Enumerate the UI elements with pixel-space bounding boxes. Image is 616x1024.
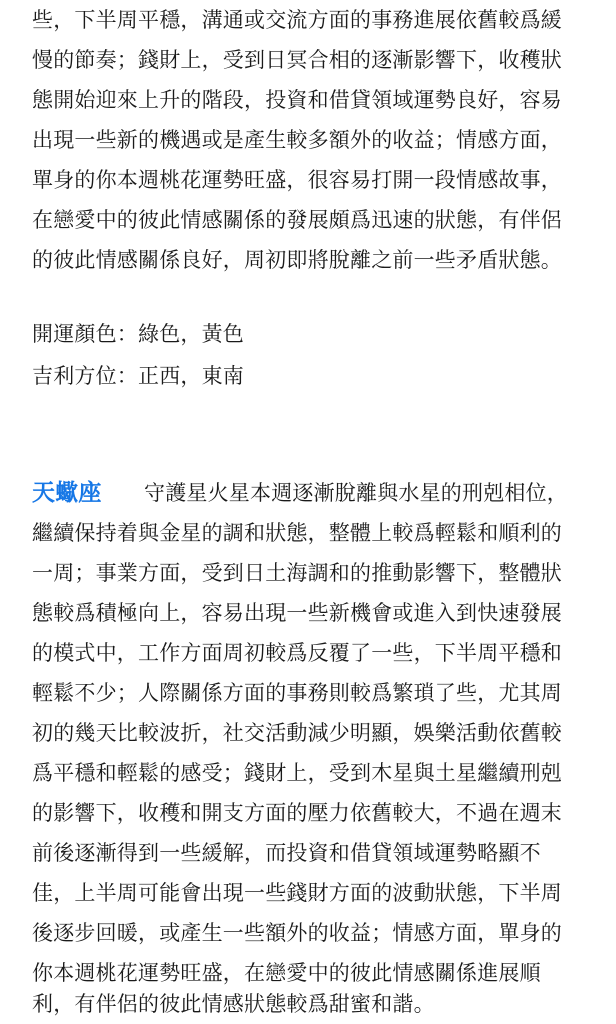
- paragraph-line: 佳，上半周可能會出現一些錢財方面的波動狀態，下半周: [32, 881, 562, 905]
- paragraph-line: 的模式中，工作方面周初較爲反覆了一些，下半周平穩和: [32, 641, 562, 665]
- paragraph-line: 輕鬆不少；人際關係方面的事務則較爲繁瑣了些，尤其周: [32, 681, 562, 705]
- paragraph-line: 單身的你本週桃花運勢旺盛，很容易打開一段情感故事，: [32, 168, 562, 192]
- paragraph-line: 態較爲積極向上，容易出現一些新機會或進入到快速發展: [32, 601, 562, 625]
- lucky-color: 開運顏色：綠色，黃色: [32, 322, 244, 346]
- paragraph-line: 利，有伴侶的彼此情感狀態較爲甜蜜和諧。: [32, 992, 435, 1016]
- sign-title-scorpio: 天蠍座: [32, 480, 102, 506]
- paragraph-line: 的影響下，收穫和開支方面的壓力依舊較大，不過在週末: [32, 801, 562, 825]
- paragraph-line: 一周；事業方面，受到日土海調和的推動影響下，整體狀: [32, 561, 562, 585]
- paragraph-line: 後逐步回暖，或產生一些額外的收益；情感方面，單身的: [32, 921, 562, 945]
- scorpio-heading-line: [32, 473, 592, 513]
- paragraph-line: 守護星火星本週逐漸脫離與水星的刑剋相位，: [144, 481, 568, 505]
- paragraph-line: 出現一些新的機遇或是產生較多額外的收益；情感方面，: [32, 128, 562, 152]
- paragraph-line: 爲平穩和輕鬆的感受；錢財上，受到木星與土星繼續刑剋: [32, 761, 562, 785]
- paragraph-line: 慢的節奏；錢財上，受到日冥合相的逐漸影響下，收穫狀: [32, 48, 562, 72]
- paragraph-line: 前後逐漸得到一些緩解，而投資和借貸領域運勢略顯不: [32, 841, 541, 865]
- paragraph-line: 在戀愛中的彼此情感關係的發展頗爲迅速的狀態，有伴侶: [32, 208, 562, 232]
- paragraph-line: 你本週桃花運勢旺盛，在戀愛中的彼此情感關係進展順: [32, 961, 541, 985]
- paragraph-line: 繼續保持着與金星的調和狀態，整體上較爲輕鬆和順利的: [32, 521, 562, 545]
- lucky-direction: 吉利方位：正西，東南: [32, 364, 244, 388]
- paragraph-line: 些，下半周平穩，溝通或交流方面的事務進展依舊較爲緩: [32, 8, 562, 32]
- paragraph-line: 態開始迎來上升的階段，投資和借貸領域運勢良好，容易: [32, 88, 562, 112]
- paragraph-line: 初的幾天比較波折，社交活動減少明顯，娛樂活動依舊較: [32, 721, 562, 745]
- paragraph-line: 的彼此情感關係良好，周初即將脫離之前一些矛盾狀態。: [32, 248, 562, 272]
